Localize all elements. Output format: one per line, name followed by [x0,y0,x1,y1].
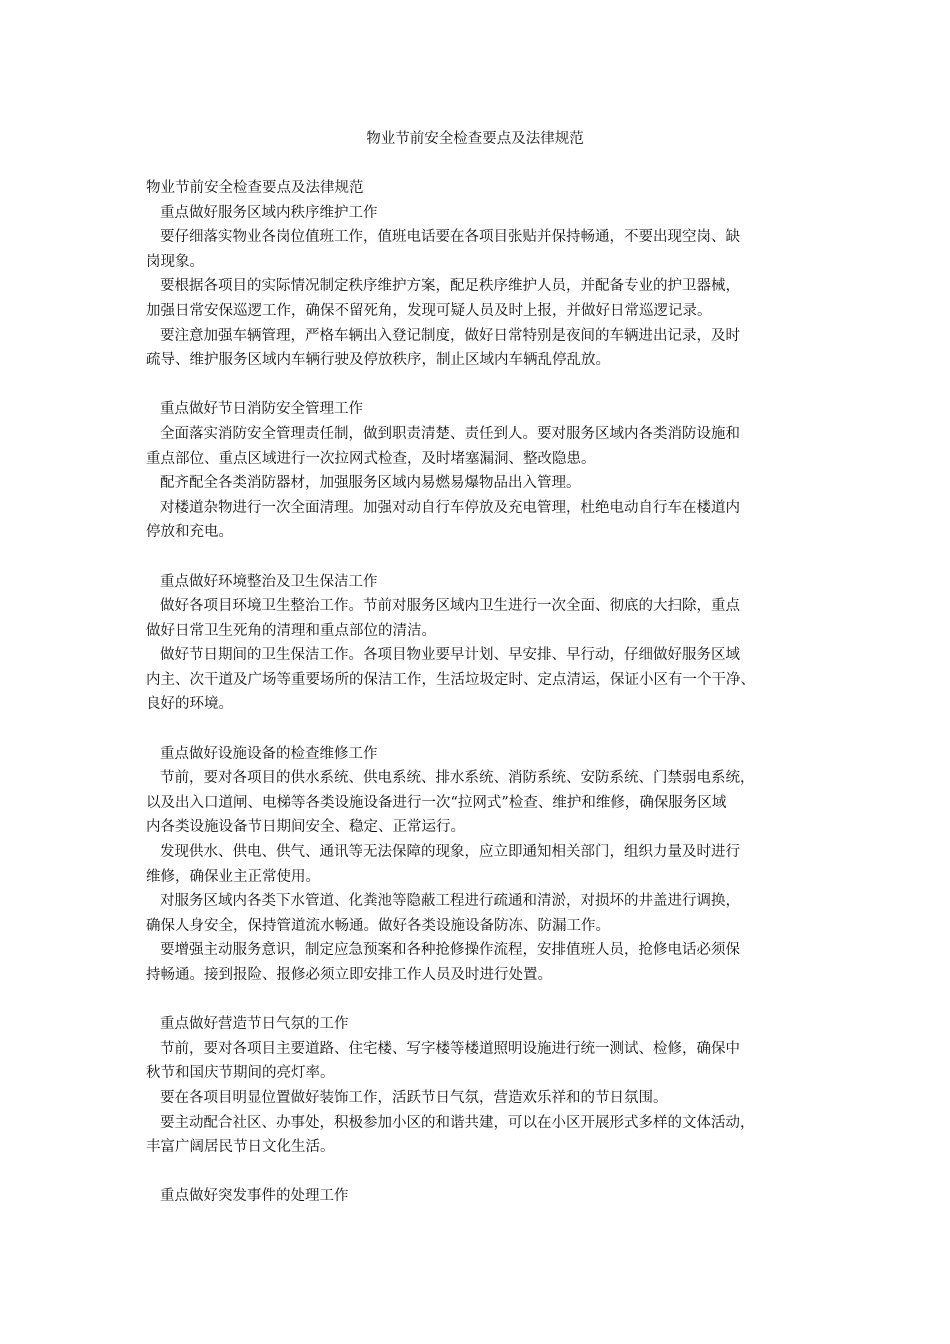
text-line: 物业节前安全检查要点及法律规范 [146,180,364,196]
text-line: 内主、次干道及广场等重要场所的保洁工作，生活垃圾定时、定点清运，保证小区有一个干净、 [146,671,755,688]
text-line: 全面落实消防安全管理责任制，做到职责清楚、责任到人。要对服务区域内各类消防设施和 [160,425,740,442]
text-line: 丰富广阔居民节日文化生活。 [146,1139,335,1156]
text-line: 要增强主动服务意识，制定应急预案和各种抢修操作流程，安排值班人员，抢修电话必须保 [160,942,740,959]
text-line: 要根据各项目的实际情况制定秩序维护方案，配足秩序维护人员，并配备专业的护卫器械， [160,278,740,295]
text-line: 要主动配合社区、办事处，积极参加小区的和谐共建，可以在小区开展形式多样的文体活动， [160,1114,755,1131]
blank-line [146,717,806,742]
text-line: 要在各项目明显位置做好装饰工作，活跃节日气氛，营造欢乐祥和的节日氛围。 [160,1089,668,1106]
blank-line [146,373,806,398]
text-line: 要注意加强车辆管理，严格车辆出入登记制度，做好日常特别是夜间的车辆进出记录，及时 [160,327,740,344]
text-line: 重点做好设施设备的检查维修工作 [160,745,378,762]
text-line: 重点做好环境整治及卫生保洁工作 [160,573,378,590]
text-line: 重点做好节日消防安全管理工作 [160,401,363,418]
text-line: 内各类设施设备节日期间安全、稳定、正常运行。 [146,819,465,836]
text-line: 重点做好营造节日气氛的工作 [160,1016,349,1033]
text-line: 对服务区域内各类下水管道、化粪池等隐蔽工程进行疏通和清淤，对损坏的井盖进行调换， [160,893,740,910]
text-line: 要仔细落实物业各岗位值班工作，值班电话要在各项目张贴并保持畅通，不要出现空岗、缺 [160,229,740,246]
text-line: 秋节和国庆节期间的亮灯率。 [146,1065,335,1082]
text-line: 节前，要对各项目主要道路、住宅楼、写字楼等楼道照明设施进行统一测试、检修，确保中 [160,1040,740,1057]
text-line: 发现供水、供电、供气、通讯等无法保障的现象，应立即通知相关部门，组织力量及时进行 [160,844,740,861]
text-line: 配齐配全各类消防器材，加强服务区域内易燃易爆物品出入管理。 [160,475,581,492]
text-line: 重点做好突发事件的处理工作 [160,1188,349,1205]
blank-line [146,545,806,570]
text-line: 维修，确保业主正常使用。 [146,868,320,885]
text-line: 确保人身安全，保持管道流水畅通。做好各类设施设备防冻、防漏工作。 [146,917,610,934]
text-line: 重点部位、重点区域进行一次拉网式检查，及时堵塞漏洞、整改隐患。 [146,450,596,467]
text-line: 岗现象。 [146,253,204,270]
text-line: 对楼道杂物进行一次全面清理。加强对动自行车停放及充电管理，杜绝电动自行车在楼道内 [160,499,740,516]
text-line: 做好日常卫生死角的清理和重点部位的清洁。 [146,622,436,639]
blank-line [146,988,806,1013]
text-line: 良好的环境。 [146,696,233,713]
text-line: 重点做好服务区域内秩序维护工作 [160,204,378,221]
text-line: 疏导、维护服务区域内车辆行驶及停放秩序，制止区域内车辆乱停乱放。 [146,352,610,369]
text-line: 节前，要对各项目的供水系统、供电系统、排水系统、消防系统、安防系统、门禁弱电系统， [160,770,755,787]
text-line: 持畅通。接到报险、报修必须立即安排工作人员及时进行处置。 [146,967,552,983]
text-line: 做好各项目环境卫生整治工作。节前对服务区域内卫生进行一次全面、彻底的大扫除，重点 [160,598,740,615]
text-line: 做好节日期间的卫生保洁工作。各项目物业要早计划、早安排、早行动，仔细做好服务区域 [160,647,740,664]
text-line: 以及出入口道闸、电梯等各类设施设备进行一次“拉网式”检查、维护和维修，确保服务区域 [146,794,727,811]
text-line: 加强日常安保巡逻工作，确保不留死角，发现可疑人员及时上报，并做好日常巡逻记录。 [146,302,712,319]
document-body [146,176,806,1209]
text-line: 停放和充电。 [146,524,233,541]
document-title: 物业节前安全检查要点及法律规范 [366,131,584,147]
blank-line [146,1160,806,1185]
